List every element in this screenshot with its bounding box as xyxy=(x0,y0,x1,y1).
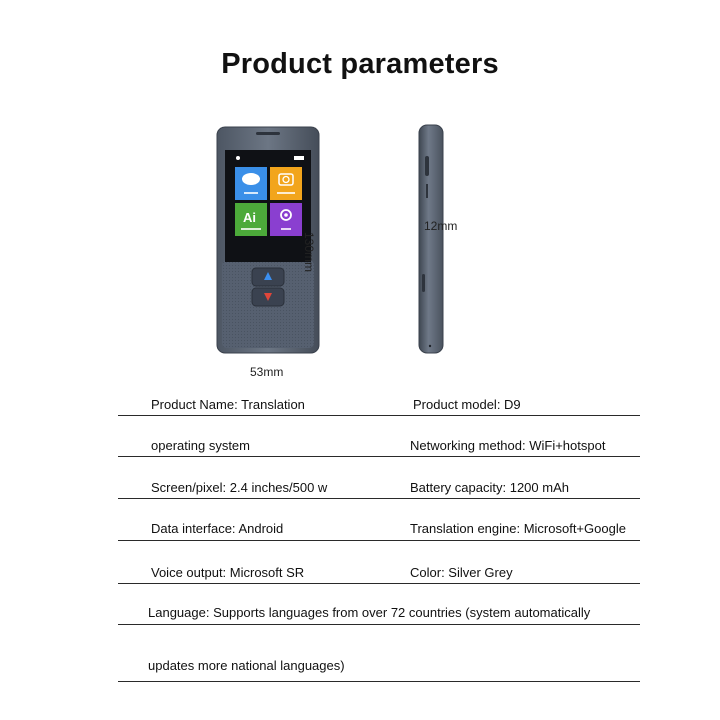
side-button xyxy=(422,274,425,292)
spec-data-interface: Data interface: Android xyxy=(151,521,284,536)
spec-product-model: Product model: D9 xyxy=(413,397,521,412)
battery-icon xyxy=(294,156,304,160)
divider xyxy=(118,456,640,457)
spec-operating-system: operating system xyxy=(151,438,250,453)
chat-bubble-icon xyxy=(242,173,260,185)
ai-icon: Ai xyxy=(243,210,256,225)
tile-camera xyxy=(270,167,302,200)
dimension-height: 130mm xyxy=(302,232,316,273)
side-button xyxy=(425,156,429,176)
spec-battery: Battery capacity: 1200 mAh xyxy=(410,480,569,495)
spec-color: Color: Silver Grey xyxy=(410,565,513,580)
spec-screen: Screen/pixel: 2.4 inches/500 w xyxy=(151,480,328,495)
speaker-grille xyxy=(256,132,280,135)
device-side-image xyxy=(416,124,446,354)
divider xyxy=(118,415,640,416)
divider xyxy=(118,540,640,541)
page-title: Product parameters xyxy=(221,48,499,80)
spec-language-continued: updates more national languages) xyxy=(148,658,345,673)
divider xyxy=(118,681,640,682)
spec-networking: Networking method: WiFi+hotspot xyxy=(410,438,606,453)
divider xyxy=(118,624,640,625)
spec-language: Language: Supports languages from over 72 countries (system automatically xyxy=(148,605,591,620)
spec-product-name: Product Name: Translation xyxy=(151,397,305,412)
dimension-thickness: 12mm xyxy=(424,219,458,233)
divider xyxy=(118,583,640,584)
wifi-icon xyxy=(236,156,240,160)
dimension-width: 53mm xyxy=(250,365,284,379)
spec-voice-output: Voice output: Microsoft SR xyxy=(151,565,305,580)
divider xyxy=(118,498,640,499)
spec-translation-engine: Translation engine: Microsoft+Google xyxy=(410,521,626,536)
